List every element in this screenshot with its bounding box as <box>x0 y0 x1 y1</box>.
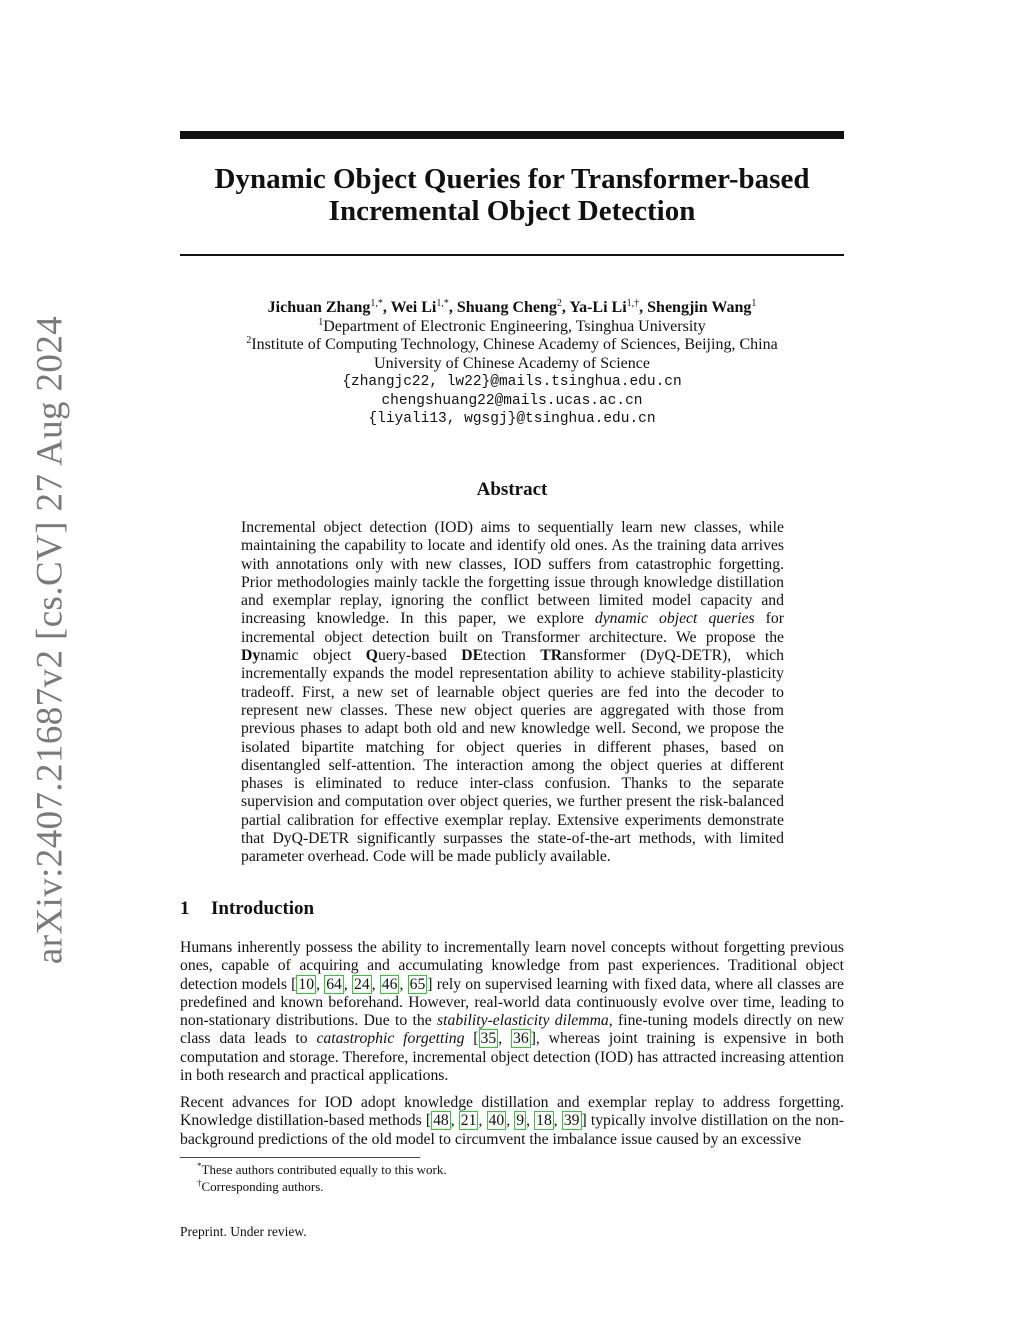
title-line-1: Dynamic Object Queries for Transformer-based <box>214 163 810 195</box>
author-name: Ya-Li Li <box>569 299 627 316</box>
affiliation-text: Institute of Computing Technology, Chinese Academy of Sciences, Beijing, China <box>251 336 778 353</box>
intro-paragraph-2: Recent advances for IOD adopt knowledge distillation and exemplar replay to address forgetting. Knowledge distillation-based methods [ 48 , 21 , 40 , 9 , 18 , 39 ] typically involve distillation on the non-background predictions of the old model to circumvent the imbalance issue caused by an excessive <box>180 1094 845 1148</box>
citation-link[interactable]: 46 <box>381 975 398 993</box>
citation-link[interactable]: 21 <box>460 1112 477 1130</box>
section-title: Introduction <box>211 898 315 919</box>
citation-link[interactable]: 64 <box>326 975 342 993</box>
author-name: Shengjin Wang <box>647 299 752 316</box>
arxiv-identifier: arXiv:2407.21687v2 [cs.CV] 27 Aug 2024 <box>29 315 71 965</box>
citation-link[interactable]: 39 <box>563 1112 580 1130</box>
citation-link[interactable]: 65 <box>409 975 426 993</box>
intro-paragraph-1: Humans inherently possess the ability to incrementally learn novel concepts without forgetting previous ones, capable of acquiring and accumulating knowledge from past experiences. Traditional object detection models [ 10 , 64 , 24 , 46 , 65 ] rely on supervised learning with fixed data, where all classes are predefined and known beforehand. However, real-world data continuously evolve over time, leading to non-stationary distributions. Due to the stability-elasticity dilemma, fine-tuning models directly on new class data leads to catastrophic forgetting [ 35 , 36 ], whereas joint training is expensive in both computation and storage. Therefore, incremental object detection (IOD) has attracted increasing attention in both research and practical applications. <box>180 939 844 1085</box>
affiliation-2 <box>180 336 844 355</box>
section-number: 1 <box>180 898 190 919</box>
email-line: {zhangjc22, lw22}@mails.tsinghua.edu.cn <box>342 374 682 390</box>
acronym-letter: Q <box>365 647 378 665</box>
acronym-letter: DE <box>461 647 484 665</box>
affiliation-mark: 2 <box>246 335 252 346</box>
footnotes <box>197 1161 447 1195</box>
email-line: {liyali13, wgsgj}@tsinghua.edu.cn <box>368 411 656 427</box>
intro-text: Recent advances for IOD adopt knowledge distillation and exemplar replay to address forgetting. Knowledge distillation-based methods [ <box>180 1094 844 1130</box>
title-top-rule <box>180 131 844 139</box>
affiliation-text: Department of Electronic Engineering, Tsinghua University <box>323 317 706 335</box>
abstract-heading: Abstract <box>476 479 548 500</box>
citation-link[interactable]: 48 <box>433 1112 449 1130</box>
abstract-part: uery-based <box>378 647 462 665</box>
footnote-text: Corresponding authors. <box>201 1179 324 1194</box>
acronym-letter: Dy <box>241 647 261 665</box>
arxiv-sidebar <box>28 315 72 965</box>
footnote-mark: † <box>197 1178 202 1188</box>
abstract-part: Incremental object detection (IOD) aims to sequentially learn new classes, while maintaining the capability to locate and identify old ones. As the training data arrives with annotations only with new classes, IOD suffers from catastrophic forgetting. Prior methodologies mainly tackle the forgetting issue through knowledge distillation and exemplar replay, ignoring the conflict between limited model capacity and increasing knowledge. In this paper, we explore <box>241 519 784 628</box>
author-list: Jichuan Zhang$^{1,*}$, Wei $Li^{1,*}$, Shuang Cheng$^2$, Ya-Li $Li^{1,\dagger}$, Shengjin Wang$^1$ <box>267 298 757 316</box>
footnote-rule <box>180 1157 420 1158</box>
citation-link[interactable]: 24 <box>354 975 370 993</box>
author-mark: 1 <box>751 298 757 309</box>
title-bottom-rule <box>180 254 844 256</box>
abstract-part: tection <box>483 647 541 665</box>
footnote-mark: * <box>197 1161 202 1171</box>
citation-link[interactable]: 10 <box>298 975 315 993</box>
author-name: Wei Li <box>390 299 437 316</box>
author-name: Jichuan Zhang <box>267 299 371 316</box>
footnote-text: These authors contributed equally to this work. <box>201 1162 447 1177</box>
author-mark: 1,† <box>626 298 640 309</box>
author-block <box>180 299 844 429</box>
title-line-2: Incremental Object Detection <box>328 195 696 227</box>
citation-link[interactable]: 40 <box>488 1112 505 1130</box>
author-mark: 2 <box>556 298 562 309</box>
author-name: Shuang Cheng <box>456 299 557 316</box>
acronym-letter: TR <box>540 647 563 665</box>
intro-text: Humans inherently possess the ability to incrementally learn novel concepts without forgetting previous ones, capable of acquiring and accumulating knowledge from past experiences. Traditional object detection models [ <box>180 939 844 993</box>
intro-emphasis: stability-elasticity dilemma <box>437 1012 609 1030</box>
intro-text: ] typically involve distillation on the non-background predictions of the old model to circumvent the imbalance issue caused by an excessive <box>180 1112 845 1148</box>
footnote <box>197 1161 447 1178</box>
footnote <box>197 1178 447 1195</box>
abstract-part: for incremental object detection built on Transformer architecture. We propose the <box>241 610 784 646</box>
citation-link[interactable]: 18 <box>536 1112 552 1130</box>
affiliation-1 <box>180 318 844 337</box>
paper-title <box>180 163 844 227</box>
author-mark: 1,* <box>370 298 383 309</box>
author-mark: 1,* <box>436 298 449 309</box>
section-heading-introduction <box>180 898 314 920</box>
intro-text: [ <box>464 1030 479 1048</box>
email-line: chengshuang22@mails.ucas.ac.cn <box>381 392 643 409</box>
citation-link[interactable]: 9 <box>516 1112 525 1130</box>
abstract-part: namic object <box>260 647 366 665</box>
intro-emphasis: catastrophic forgetting <box>316 1030 465 1048</box>
intro-text: , fine-tuning models directly on new class data leads to <box>180 1012 844 1048</box>
affiliation-2-line-2: University of Chinese Academy of Science <box>374 354 650 372</box>
intro-text: ], whereas joint training is expensive in both computation and storage. Therefore, incremental object detection (IOD) has attracted increasing attention in both research and practical applications. <box>180 1030 844 1085</box>
preprint-notice: Preprint. Under review. <box>180 1224 307 1239</box>
abstract-emphasis: dynamic object queries <box>594 610 755 628</box>
intro-text: ] rely on supervised learning with fixed data, where all classes are predefined and known beforehand. However, real-world data continuously evolve over time, leading to non-stationary distributions. Due to the <box>180 975 844 1030</box>
affiliation-mark: 1 <box>318 316 324 328</box>
abstract-text <box>241 519 784 867</box>
citation-link[interactable]: 36 <box>513 1030 529 1048</box>
citation-link[interactable]: 35 <box>480 1030 497 1048</box>
abstract-part: ansformer (DyQ-DETR), which incrementally expands the model representation ability to achieve stability-plasticity tradeoff. First, a new set of learnable object queries are fed into the decoder to represent new classes. These new object queries are aggregated with those from previous phases to adapt both old and new knowledge well. Second, we propose the isolated bipartite matching for object queries in different phases, based on disentangled self-attention. The interaction among the object queries at different phases is eliminated to reduce inter-class confusion. Thanks to the separate supervision and computation over object queries, we further present the risk-balanced partial calibration for effective exemplar replay. Extensive experiments demonstrate that DyQ-DETR significantly surpasses the state-of-the-art methods, with limited parameter overhead. Code will be made publicly available. <box>241 647 784 866</box>
